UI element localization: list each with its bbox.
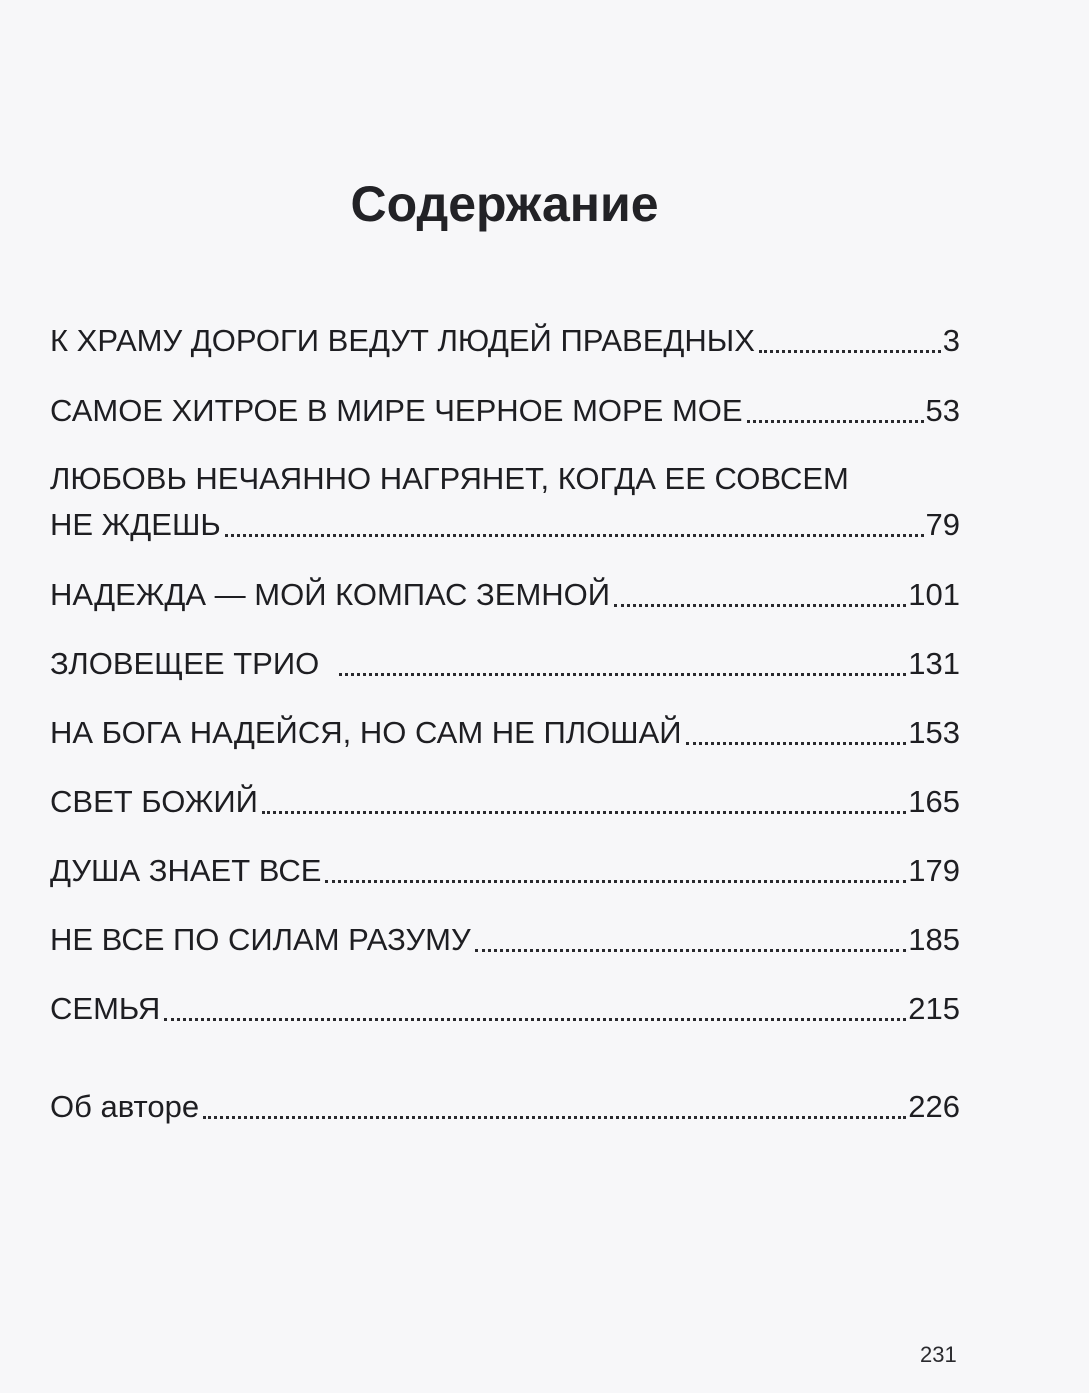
toc-entry[interactable] bbox=[50, 1084, 960, 1130]
toc-entry[interactable] bbox=[50, 388, 960, 434]
dot-leader bbox=[686, 742, 907, 745]
dot-leader bbox=[614, 604, 906, 607]
toc-entry[interactable] bbox=[50, 917, 960, 963]
toc-entry-page: 153 bbox=[908, 715, 960, 750]
toc-entry-page: 215 bbox=[908, 991, 960, 1026]
page-number: 231 bbox=[920, 1342, 957, 1367]
toc-entry-label: САМОЕ ХИТРОЕ В МИРЕ ЧЕРНОЕ МОРЕ МОЕ bbox=[50, 393, 743, 428]
toc-entry[interactable] bbox=[50, 318, 960, 364]
dot-leader bbox=[203, 1116, 906, 1119]
page-title: Содержание bbox=[350, 176, 659, 232]
toc-entry-label: НАДЕЖДА — МОЙ КОМПАС ЗЕМНОЙ bbox=[50, 577, 611, 612]
toc-entry[interactable] bbox=[50, 986, 960, 1032]
toc-entry[interactable] bbox=[50, 456, 960, 548]
toc-entry-label: К ХРАМУ ДОРОГИ ВЕДУТ ЛЮДЕЙ ПРАВЕДНЫХ bbox=[50, 323, 755, 358]
toc-entry[interactable] bbox=[50, 779, 960, 825]
toc-entry[interactable] bbox=[50, 848, 960, 894]
toc-entry-label: Об авторе bbox=[50, 1089, 200, 1124]
toc-entry-label: ДУША ЗНАЕТ ВСЕ bbox=[50, 853, 322, 888]
toc-entry-page: 185 bbox=[908, 922, 960, 957]
dot-leader bbox=[475, 949, 907, 952]
toc-entry-label: ЗЛОВЕЩЕЕ ТРИО bbox=[50, 646, 320, 681]
dot-leader bbox=[759, 350, 941, 353]
dot-leader bbox=[325, 880, 906, 883]
toc-entry-page: 3 bbox=[942, 323, 960, 358]
dot-leader bbox=[225, 534, 924, 537]
dot-leader bbox=[164, 1018, 906, 1021]
dot-leader bbox=[747, 420, 924, 423]
toc-entry-label: НЕ ВСЕ ПО СИЛАМ РАЗУМУ bbox=[50, 922, 471, 957]
dot-leader bbox=[262, 811, 906, 814]
toc-entry-page: 79 bbox=[925, 507, 960, 542]
toc-entry-page: 131 bbox=[908, 646, 960, 681]
toc-entry-label: НЕ ЖДЕШЬ bbox=[50, 507, 221, 542]
toc-entry-label-line1: ЛЮБОВЬ НЕЧАЯННО НАГРЯНЕТ, КОГДА ЕЕ СОВСЕМ bbox=[50, 461, 849, 496]
table-of-contents bbox=[50, 318, 960, 1130]
toc-entry-label: СЕМЬЯ bbox=[50, 991, 161, 1026]
toc-entry[interactable] bbox=[50, 572, 960, 618]
toc-entry[interactable] bbox=[50, 710, 960, 756]
toc-entry-page: 165 bbox=[908, 784, 960, 819]
toc-entry[interactable] bbox=[50, 641, 960, 687]
toc-entry-page: 101 bbox=[908, 577, 960, 612]
dot-leader bbox=[339, 673, 906, 676]
toc-entry-page: 53 bbox=[925, 393, 960, 428]
toc-entry-label: НА БОГА НАДЕЙСЯ, НО САМ НЕ ПЛОШАЙ bbox=[50, 715, 682, 750]
toc-entry-label: СВЕТ БОЖИЙ bbox=[50, 784, 258, 819]
toc-entry-page: 179 bbox=[908, 853, 960, 888]
toc-entry-page: 226 bbox=[908, 1089, 960, 1124]
